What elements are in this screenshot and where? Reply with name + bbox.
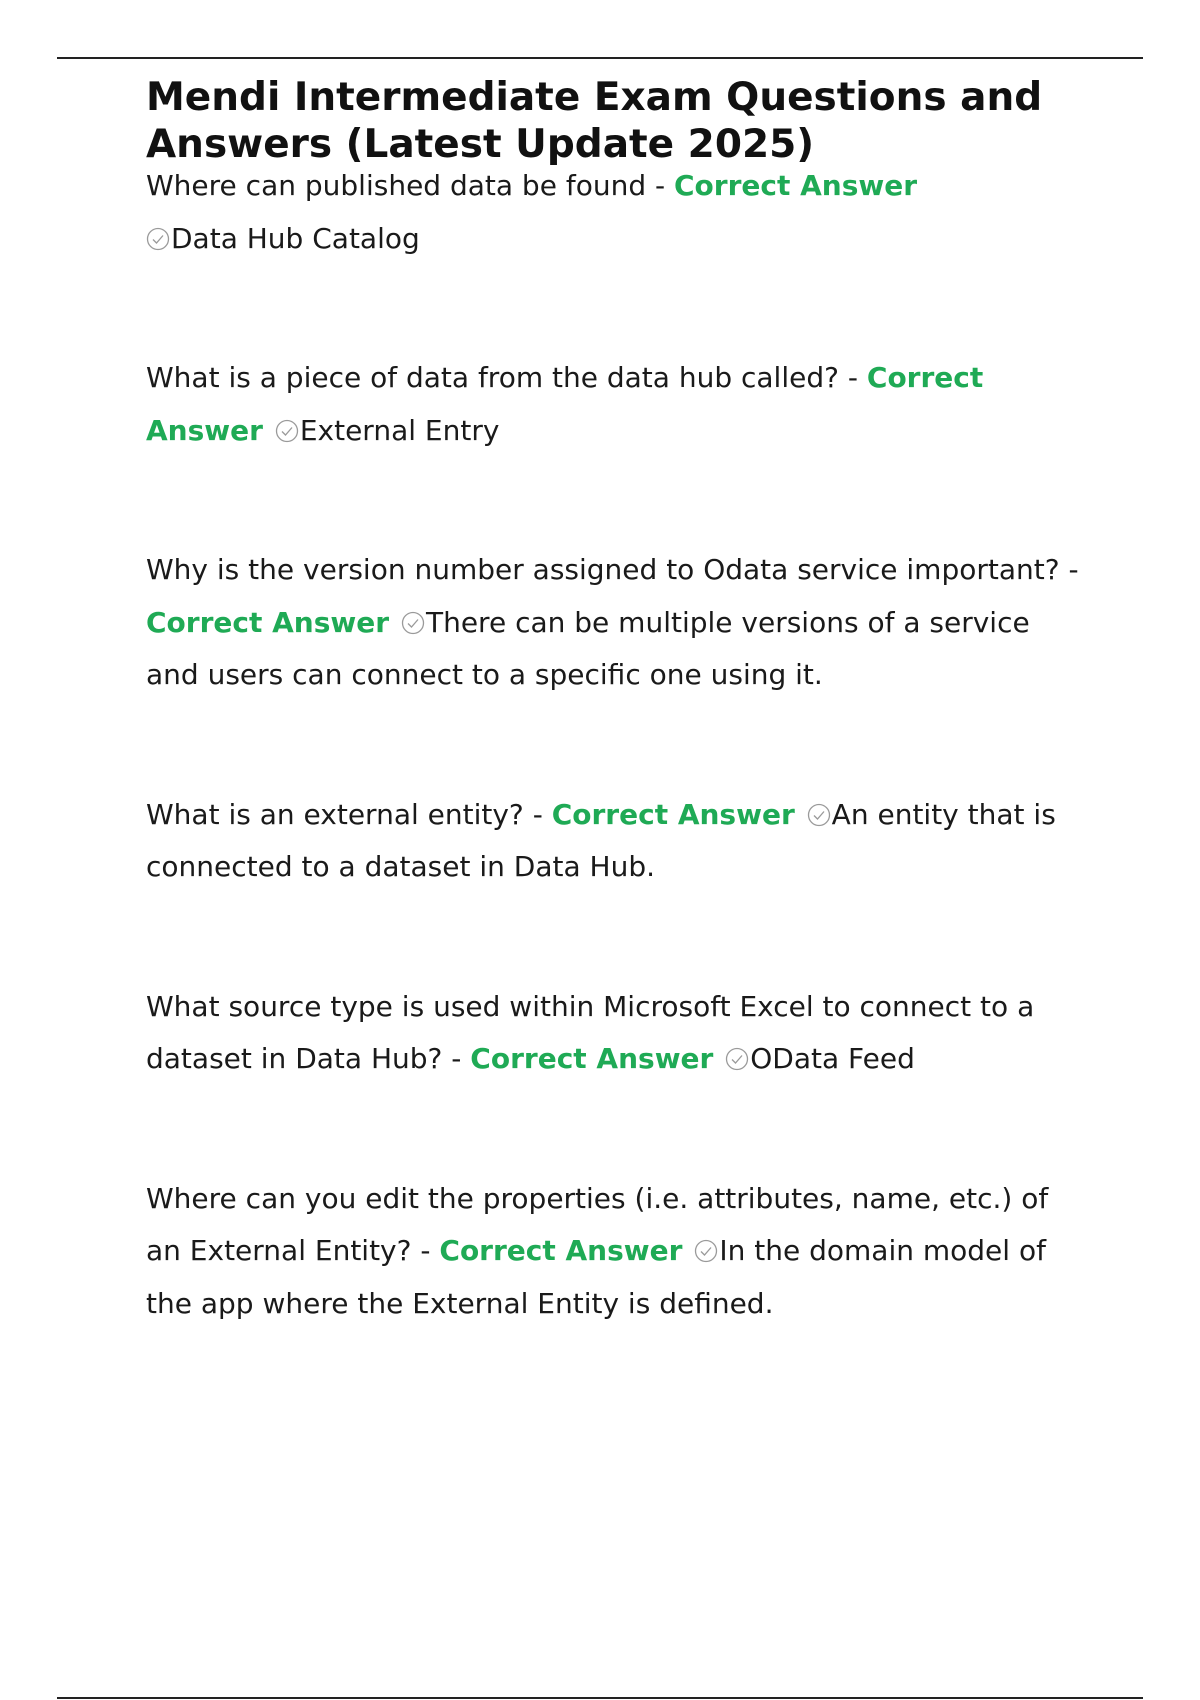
question-text: Why is the version number assigned to Odata service important? [146,553,1060,586]
correct-answer-label: Correct Answer [551,797,795,831]
check-circle-icon [275,419,299,443]
qa-item-6 [146,1173,1086,1331]
separator: - [646,169,674,202]
qa-item-3 [146,544,1086,702]
correct-answer-label: Correct Answer [146,605,390,639]
header-rule [57,57,1143,59]
qa-item-5 [146,981,1086,1086]
qa-list [146,160,1086,1330]
separator: - [523,797,552,831]
check-circle-icon [401,611,425,635]
separator: - [411,1234,440,1267]
check-circle-icon [694,1239,718,1263]
check-circle-icon [725,1047,749,1071]
question-text: Where can you edit the properties (i.e. attributes, name, etc.) of an External Entity? [146,1181,1049,1267]
document-title: Mendi Intermediate Exam Questions and Answers (Latest Update 2025) [146,75,1043,167]
qa-item-1 [146,160,1086,265]
question-text: Where can published data be found [146,169,647,202]
document-body [146,74,1086,1330]
answer-text: Data Hub Catalog [171,221,420,255]
answer-text: There can be multiple versions of a service and users can connect to a specific one using it. [146,605,1030,691]
qa-item-4 [146,789,1086,894]
separator: - [1059,553,1079,586]
qa-item-2 [146,352,1086,457]
check-circle-icon [146,227,170,251]
correct-answer-label: Correct Answer [146,361,984,447]
answer-text: In the domain model of the app where the External Entity is defined. [146,1234,1046,1320]
correct-answer-label: Correct Answer [470,1042,714,1075]
question-text: What is an external entity? [146,797,524,831]
answer-text: External Entry [299,413,500,447]
answer-text: OData Feed [750,1042,915,1075]
footer-rule [57,1697,1143,1699]
separator: - [442,1042,471,1075]
check-circle-icon [807,803,831,827]
question-text: What source type is used within Microsoft Excel to connect to a dataset in Data Hub? [146,989,1035,1075]
separator: - [838,361,867,394]
correct-answer-label: Correct Answer [674,169,918,202]
correct-answer-label: Correct Answer [439,1234,683,1267]
question-text: What is a piece of data from the data hub called? [146,361,839,394]
answer-text: An entity that is connected to a dataset in Data Hub. [146,797,1056,883]
